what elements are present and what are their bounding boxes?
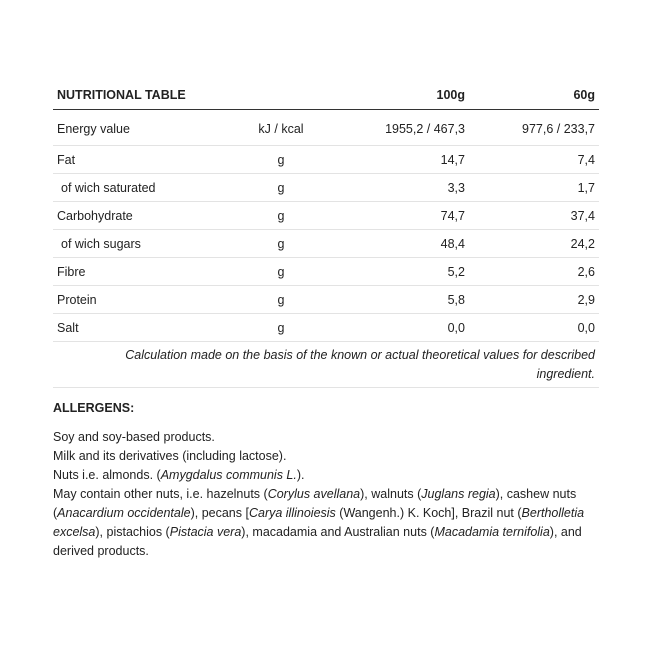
row-value-60g: 7,4 [469,146,599,174]
allergen-milk: Milk and its derivatives (including lactose). [53,449,287,463]
row-unit: g [213,146,349,174]
row-name: Fibre [53,258,213,286]
header-60g: 60g [469,82,599,110]
allergen-almonds [53,466,599,485]
row-value-60g: 37,4 [469,202,599,230]
table-row [53,174,599,202]
table-row [53,202,599,230]
row-value-60g: 0,0 [469,314,599,342]
row-name: Energy value [53,110,213,146]
row-name: of wich sugars [53,230,213,258]
allergen-text: ). [296,468,305,482]
row-value-100g: 5,8 [349,286,469,314]
table-row [53,314,599,342]
latin-name: Juglans regia [421,487,496,501]
allergen-text: ), and derived products. [53,525,582,558]
table-row [53,146,599,174]
table-row [53,286,599,314]
row-value-100g: 1955,2 / 467,3 [349,110,469,146]
latin-name: Pistacia vera [169,525,242,539]
row-value-60g: 24,2 [469,230,599,258]
row-value-100g: 74,7 [349,202,469,230]
row-value-100g: 48,4 [349,230,469,258]
row-value-100g: 3,3 [349,174,469,202]
row-unit: g [213,258,349,286]
calculation-note: Calculation made on the basis of the known or actual theoretical values for described ingredient. [53,342,599,388]
row-name: of wich saturated [53,174,213,202]
latin-name: Amygdalus communis L. [160,468,297,482]
table-header-row [53,82,599,110]
allergen-text: ), walnuts ( [360,487,422,501]
table-row [53,110,599,146]
allergen-other-nuts [53,485,599,561]
allergens-heading: ALLERGENS: [53,401,135,415]
nutrition-section [53,82,599,561]
allergen-text: ), pecans [ [190,506,249,520]
allergen-text: ), pistachios ( [95,525,170,539]
allergen-text: Nuts i.e. almonds. ( [53,468,161,482]
allergen-text: May contain other nuts, i.e. hazelnuts ( [53,487,268,501]
latin-name: Corylus avellana [267,487,361,501]
row-unit: g [213,174,349,202]
row-unit: g [213,314,349,342]
header-unit [213,82,349,110]
row-value-60g: 2,9 [469,286,599,314]
header-100g: 100g [349,82,469,110]
allergen-soy: Soy and soy-based products. [53,430,215,444]
row-name: Salt [53,314,213,342]
latin-name: Bertholletia excelsa [53,506,585,539]
row-value-60g: 2,6 [469,258,599,286]
allergen-text: ), cashew nuts ( [53,487,577,520]
allergen-text: (Wangenh.) K. Koch], Brazil nut ( [335,506,522,520]
row-value-100g: 14,7 [349,146,469,174]
nutritional-table [53,82,599,342]
row-value-60g: 977,6 / 233,7 [469,110,599,146]
row-unit: g [213,230,349,258]
row-name: Protein [53,286,213,314]
row-unit: g [213,202,349,230]
header-name: NUTRITIONAL TABLE [53,82,213,110]
row-unit: kJ / kcal [213,110,349,146]
row-name: Fat [53,146,213,174]
row-value-100g: 5,2 [349,258,469,286]
table-row [53,230,599,258]
row-name: Carbohydrate [53,202,213,230]
row-value-100g: 0,0 [349,314,469,342]
row-unit: g [213,286,349,314]
latin-name: Anacardium occidentale [57,506,191,520]
latin-name: Macadamia ternifolia [434,525,550,539]
allergen-text: ), macadamia and Australian nuts ( [241,525,435,539]
latin-name: Carya illinoiesis [248,506,336,520]
row-value-60g: 1,7 [469,174,599,202]
table-row [53,258,599,286]
